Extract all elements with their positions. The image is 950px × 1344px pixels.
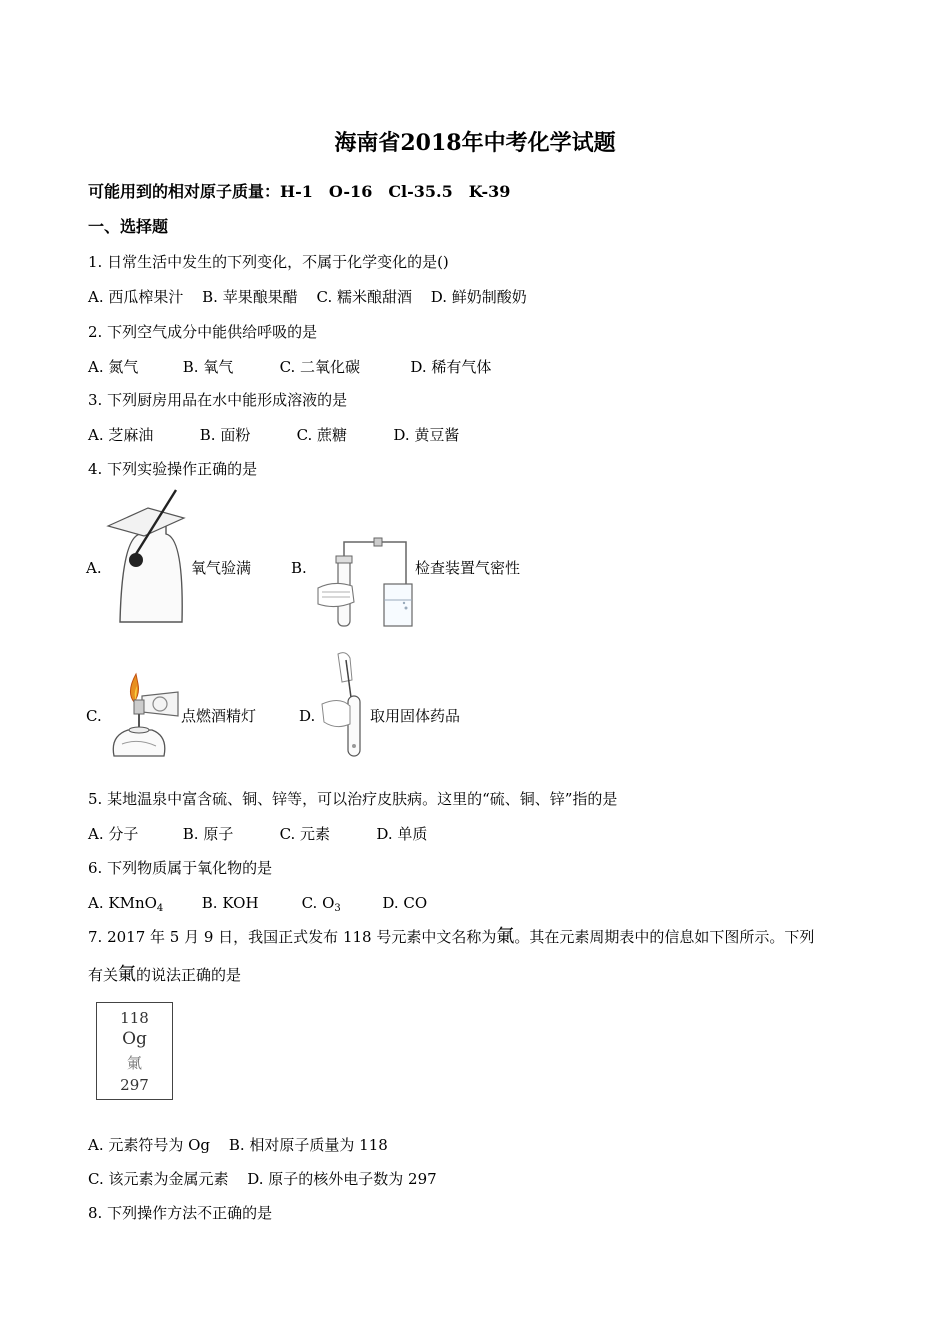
q4-option-d-letter[interactable]: D. (299, 707, 316, 725)
q7-option-b[interactable]: B. 相对原子质量为 118 (228, 1136, 388, 1154)
q5-option-a[interactable]: A. 分子 (88, 825, 139, 843)
q6-option-c-formula: O (322, 894, 335, 912)
periodic-table-tile (96, 1002, 173, 1100)
q4-option-d-text: 取用固体药品 (370, 707, 461, 725)
q6-option-a-letter: A. (88, 894, 104, 912)
question-7-options-row2 (88, 1169, 451, 1189)
q4-option-b-letter[interactable]: B. (291, 559, 307, 577)
q4-option-b-text: 检查装置气密性 (415, 559, 521, 577)
tile-element-name: 氭 (126, 1054, 142, 1072)
q7-stem-part1: 7. 2017 年 5 月 9 日，我国正式发布 118 号元素中文名称为 (88, 928, 497, 946)
q3-option-d[interactable]: D. 黄豆酱 (393, 426, 460, 444)
section-heading: 一、选择题 (88, 217, 169, 236)
alcohol-lamp-lighting-icon (108, 672, 184, 758)
question-5-stem: 5. 某地温泉中富含硫、铜、锌等，可以治疗皮肤病。这里的“硫、铜、锌”指的是 (88, 790, 618, 808)
q6-option-c-letter: C. (301, 894, 318, 912)
q1-option-b[interactable]: B. 苹果酿果醋 (202, 288, 298, 306)
q6-option-a[interactable] (88, 893, 197, 913)
q4-option-a-text: 氧气验满 (191, 559, 252, 577)
q6-option-b-letter: B. (201, 894, 218, 912)
question-3-options (88, 425, 459, 445)
q2-option-c[interactable]: C. 二氧化碳 (279, 358, 361, 376)
q6-option-d-formula: CO (403, 894, 428, 912)
tile-atomic-mass: 297 (120, 1076, 149, 1094)
q4-option-c-text: 点燃酒精灯 (181, 707, 257, 725)
q4-option-a-letter[interactable]: A. (86, 559, 102, 577)
q6-option-d[interactable] (382, 893, 427, 913)
q4-option-c-letter[interactable]: C. (86, 707, 102, 725)
q6-option-b-formula: KOH (222, 894, 259, 912)
q2-option-a[interactable]: A. 氮气 (88, 358, 139, 376)
q1-option-d[interactable]: D. 鲜奶制酸奶 (430, 288, 527, 306)
q2-option-d[interactable]: D. 稀有气体 (410, 358, 492, 376)
question-2-stem: 2. 下列空气成分中能供给呼吸的是 (88, 323, 318, 341)
question-1-stem: 1. 日常生活中发生的下列变化，不属于化学变化的是() (88, 253, 449, 271)
q6-option-b[interactable] (202, 893, 297, 913)
q2-option-b[interactable]: B. 氧气 (182, 358, 234, 376)
oxygen-test-bottle-icon (108, 488, 188, 624)
q1-option-a[interactable]: A. 西瓜榨果汁 (88, 288, 184, 306)
q7-stem-line2-a: 有关 (88, 966, 119, 984)
question-7-stem-line2 (88, 965, 241, 985)
airtightness-check-apparatus-icon (316, 536, 414, 628)
q7-option-d[interactable]: D. 原子的核外电子数为 297 (247, 1170, 437, 1188)
q7-stem-line2-b: 的说法正确的是 (136, 966, 242, 984)
question-6-options (88, 893, 427, 913)
q6-option-c[interactable] (302, 893, 378, 913)
question-1-options (88, 287, 541, 307)
tile-atomic-number: 118 (120, 1009, 149, 1027)
atomic-masses: 可能用到的相对原子质量：H-1 O-16 Cl-35.5 K-39 (88, 182, 511, 201)
question-3-stem: 3. 下列厨房用品在水中能形成溶液的是 (88, 391, 348, 409)
page-title: 海南省2018年中考化学试题 (334, 130, 616, 156)
question-6-stem: 6. 下列物质属于氧化物的是 (88, 859, 273, 877)
q7-stem-part2: 。其在元素周期表中的信息如下图所示。下列 (514, 928, 815, 946)
question-5-options (88, 824, 427, 844)
q5-option-c[interactable]: C. 元素 (279, 825, 331, 843)
tile-element-symbol: Og (122, 1029, 147, 1049)
q3-option-b[interactable]: B. 面粉 (199, 426, 251, 444)
q7-element-char: 氭 (496, 926, 515, 947)
q3-option-c[interactable]: C. 蔗糖 (296, 426, 348, 444)
q5-option-d[interactable]: D. 单质 (376, 825, 428, 843)
q6-option-a-formula: KMnO (108, 894, 157, 912)
q7-element-char-2: 氭 (118, 964, 137, 985)
question-7-options-row1 (88, 1135, 402, 1155)
q6-option-d-letter: D. (382, 894, 399, 912)
q6-option-c-subscript: 3 (334, 903, 341, 914)
q5-option-b[interactable]: B. 原子 (182, 825, 234, 843)
q7-option-a[interactable]: A. 元素符号为 Og (88, 1136, 211, 1154)
question-7-stem-line1 (88, 927, 814, 947)
q7-option-c[interactable]: C. 该元素为金属元素 (88, 1170, 229, 1188)
question-4-stem: 4. 下列实验操作正确的是 (88, 460, 258, 478)
question-2-options (88, 357, 491, 377)
q1-option-c[interactable]: C. 糯米酿甜酒 (316, 288, 412, 306)
q6-option-a-subscript: 4 (156, 903, 164, 914)
q3-option-a[interactable]: A. 芝麻油 (88, 426, 154, 444)
solid-sampling-test-tube-icon (320, 650, 370, 760)
question-8-stem: 8. 下列操作方法不正确的是 (88, 1204, 273, 1222)
